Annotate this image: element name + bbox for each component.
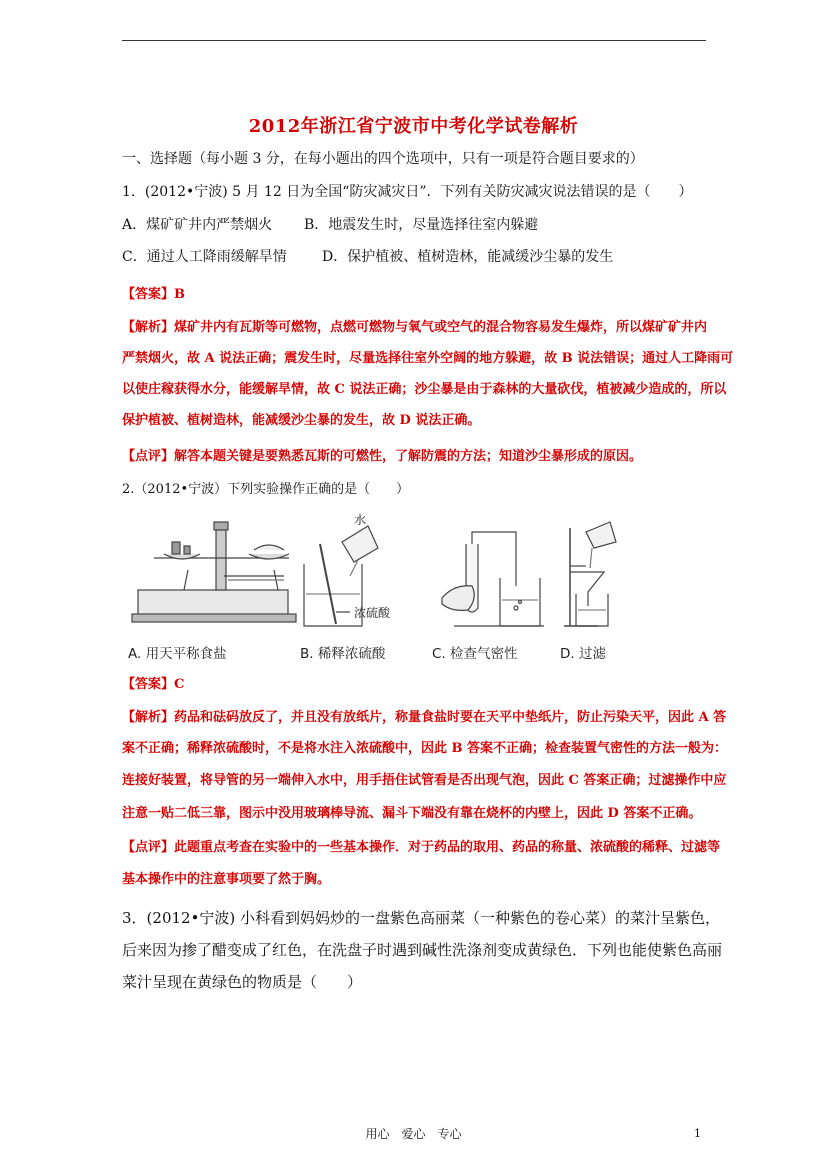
q2-analysis-line: 注意一贴二低三靠，图示中没用玻璃棒导流、漏斗下端没有靠在烧杯的内壁上，因此 D 答案不正确。 bbox=[122, 806, 702, 821]
page-number: 1 bbox=[694, 1127, 701, 1140]
q2-comment-line: 基本操作中的注意事项要了然于胸。 bbox=[122, 872, 331, 887]
filtration-illustration bbox=[564, 522, 616, 626]
footer-motto: 用心 爱心 专心 bbox=[365, 1127, 462, 1141]
header-rule bbox=[122, 40, 706, 41]
q2-stem: 2.（2012•宁波）下列实验操作正确的是（ ） bbox=[122, 482, 410, 497]
caption-a: A. 用天平称食盐 bbox=[128, 646, 227, 662]
q2-answer: 【答案】C bbox=[122, 677, 185, 692]
q1-comment: 【点评】解答本题关键是要熟悉瓦斯的可燃性，了解防震的方法；知道沙尘暴形成的原因。 bbox=[122, 449, 643, 464]
q1-option-b: B．地震发生时，尽量选择往室内躲避 bbox=[304, 217, 539, 233]
figure-label-water: 水 bbox=[354, 514, 367, 527]
q1-answer: 【答案】B bbox=[122, 287, 185, 302]
q1-stem: 1．(2012•宁波) 5 月 12 日为全国“防灾减灾日”．下列有关防灾减灾说法错误的是（ ） bbox=[122, 184, 693, 200]
q1-analysis-line: 严禁烟火，故 A 说法正确；震发生时，尽量选择往室外空阔的地方躲避，故 B 说法错误；通过人工降雨可 bbox=[122, 351, 734, 366]
q1-analysis-line: 以使庄稼获得水分，能缓解旱情，故 C 说法正确；沙尘暴是由于森林的大量砍伐，植被减少造成的，所以 bbox=[122, 382, 727, 397]
q2-analysis-line: 连接好装置，将导管的另一端伸入水中，用手捂住试管看是否出现气泡，因此 C 答案正确；过滤操作中应 bbox=[122, 773, 727, 788]
caption-b: B. 稀释浓硫酸 bbox=[300, 646, 386, 662]
q3-line: 后来因为掺了醋变成了红色，在洗盘子时遇到碱性洗涤剂变成黄绿色．下列也能使紫色高丽 bbox=[122, 941, 723, 959]
balance-illustration bbox=[132, 522, 296, 622]
q1-analysis-line: 【解析】煤矿井内有瓦斯等可燃物，点燃可燃物与氧气或空气的混合物容易发生爆炸，所以煤矿矿井内 bbox=[122, 320, 708, 335]
section-heading: 一、选择题（每小题 3 分，在每小题出的四个选项中，只有一项是符合题目要求的） bbox=[122, 151, 644, 167]
figure-label-acid: 浓硫酸 bbox=[354, 606, 391, 620]
q1-option-d: D．保护植被、植树造林，能减缓沙尘暴的发生 bbox=[322, 249, 614, 265]
q3-line: 菜汁呈现在黄绿色的物质是（ ） bbox=[122, 973, 363, 991]
q1-analysis-line: 保护植被、植树造林，能减缓沙尘暴的发生，故 D 说法正确。 bbox=[122, 413, 481, 428]
caption-d: D. 过滤 bbox=[560, 646, 606, 662]
q2-comment-line: 【点评】此题重点考查在实验中的一些基本操作．对于药品的取用、药品的称量、浓硫酸的稀释、过滤等 bbox=[122, 840, 721, 855]
q2-analysis-line: 【解析】药品和砝码放反了，并且没有放纸片，称量食盐时要在天平中垫纸片，防止污染天平，因此 A 答 bbox=[122, 710, 727, 725]
page-title: 2012年浙江省宁波市中考化学试卷解析 bbox=[248, 116, 579, 137]
airtightness-illustration bbox=[442, 532, 544, 626]
q3-line: 3．(2012•宁波) 小科看到妈妈炒的一盘紫色高丽菜（一种紫色的卷心菜）的菜汁呈紫色， bbox=[122, 909, 721, 927]
caption-c: C. 检查气密性 bbox=[432, 646, 518, 662]
q1-option-a: A．煤矿矿井内严禁烟火 bbox=[122, 217, 273, 233]
q2-analysis-line: 案不正确；稀释浓硫酸时，不是将水注入浓硫酸中，因此 B 答案不正确；检查装置气密性的方法一般为： bbox=[122, 741, 728, 756]
q1-option-c: C．通过人工降雨缓解旱情 bbox=[122, 249, 287, 265]
